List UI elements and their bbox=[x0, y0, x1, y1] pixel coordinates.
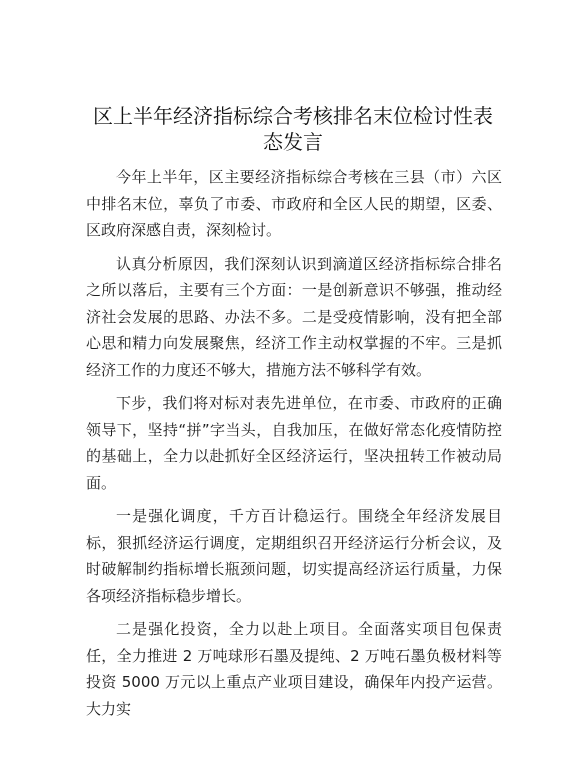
document-body bbox=[86, 164, 502, 729]
paragraph-5: 二是强化投资，全力以赴上项目。全面落实项目包保责任，全力推进 2 万吨球形石墨及提纯、2 万吨石墨负极材料等投资 5000 万元以上重点产业项目建设，确保年内投产运营。大力实 bbox=[86, 620, 502, 718]
paragraph-1: 今年上半年，区主要经济指标综合考核在三县（市）六区中排名末位，辜负了市委、市政府和全区人民的期望，区委、区政府深感自责，深刻检讨。 bbox=[86, 168, 502, 239]
paragraph-4: 一是强化调度，千方百计稳运行。围绕全年经济发展目标，狠抓经济运行调度，定期组织召开经济运行分析会议，及时破解制约指标增长瓶颈问题，切实提高经济运行质量，力保各项经济指标稳步增长。 bbox=[86, 507, 502, 605]
paragraph-2: 认真分析原因，我们深刻认识到滴道区经济指标综合排名之所以落后，主要有三个方面：一是创新意识不够强，推动经济社会发展的思路、办法不多。二是受疫情影响，没有把全部心思和精力向发展聚焦，经济工作主动权掌握的不牢。三是抓经济工作的力度还不够大，措施方法不够科学有效。 bbox=[86, 254, 502, 379]
paragraph-3: 下步，我们将对标对表先进单位，在市委、市政府的正确领导下，坚持“拼”字当头，自我加压，在做好常态化疫情防控的基础上，全力以赴抓好全区经济运行，坚决扭转工作被动局面。 bbox=[86, 394, 502, 492]
document-title: 区上半年经济指标综合考核排名末位检讨性表态发言 bbox=[93, 104, 493, 154]
